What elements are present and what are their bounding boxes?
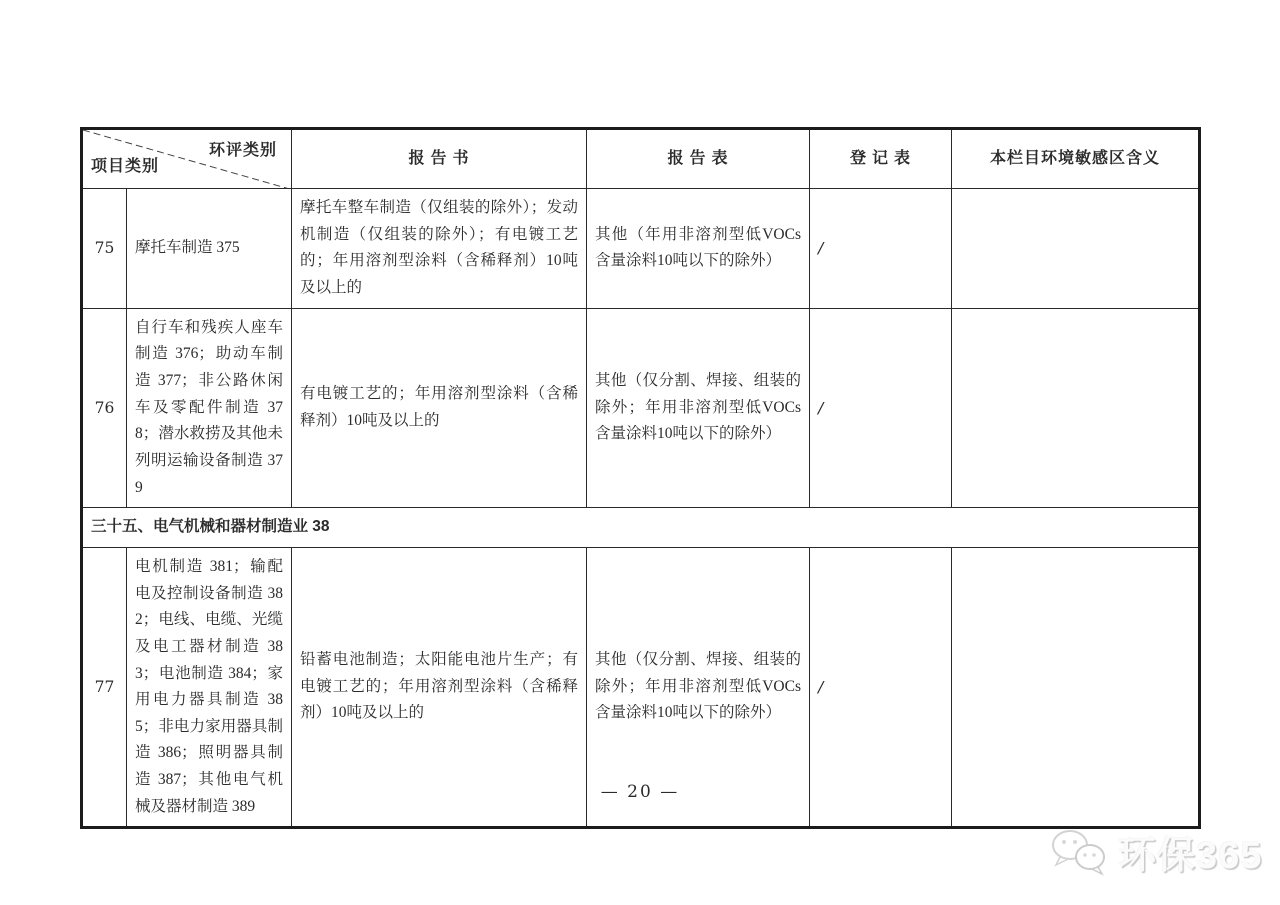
report-book-cell: 铅蓄电池制造；太阳能电池片生产；有电镀工艺的；年用溶剂型涂料（含稀释剂）10吨及以上的	[292, 547, 587, 828]
table-header-row	[82, 129, 1200, 189]
header-report-table: 报 告 表	[587, 129, 810, 189]
wechat-icon	[1048, 827, 1110, 877]
project-category-cell: 摩托车制造 375	[127, 189, 292, 309]
row-number-cell: 77	[82, 547, 127, 828]
report-table-cell: 其他（仅分割、焊接、组装的除外；年用非溶剂型低VOCs含量涂料10吨以下的除外）	[587, 547, 810, 828]
page-number: — 20 —	[600, 782, 680, 802]
eia-category-table	[80, 127, 1201, 829]
report-table-cell: 其他（年用非溶剂型低VOCs含量涂料10吨以下的除外）	[587, 189, 810, 309]
project-category-cell: 电机制造 381；输配电及控制设备制造 382；电线、电缆、光缆及电工器材制造 383；电池制造 384；家用电力器具制造 385；非电力家用器具制造 386；照明器具制造 387；其他电气机械及器材制造 389	[127, 547, 292, 828]
watermark-text: 环保365	[1118, 835, 1263, 877]
header-project-category-label: 项目类别	[91, 158, 160, 176]
section-header-cell: 三十五、电气机械和器材制造业 38	[82, 508, 1200, 548]
row-number-cell: 76	[82, 308, 127, 508]
table-row-75	[82, 189, 1200, 309]
registration-cell: /	[810, 547, 952, 828]
section-header-row	[82, 508, 1200, 548]
sensitive-area-cell	[952, 308, 1200, 508]
header-eia-category-label: 环评类别	[208, 142, 277, 159]
sensitive-area-cell	[952, 189, 1200, 309]
registration-cell: /	[810, 308, 952, 508]
project-category-cell: 自行车和残疾人座车制造 376；助动车制造 377；非公路休闲车及零配件制造 378；潜水救捞及其他未列明运输设备制造 379	[127, 308, 292, 508]
header-registration-table: 登 记 表	[810, 129, 952, 189]
report-book-cell: 摩托车整车制造（仅组装的除外）；发动机制造（仅组装的除外）；有电镀工艺的；年用溶剂型涂料（含稀释剂）10吨及以上的	[292, 189, 587, 309]
table-row-76	[82, 308, 1200, 508]
report-book-cell: 有电镀工艺的；年用溶剂型涂料（含稀释剂）10吨及以上的	[292, 308, 587, 508]
report-table-cell: 其他（仅分割、焊接、组装的除外；年用非溶剂型低VOCs含量涂料10吨以下的除外）	[587, 308, 810, 508]
header-report-book: 报 告 书	[292, 129, 587, 189]
brand-watermark	[1048, 824, 1262, 879]
diagonal-header-cell	[82, 129, 292, 189]
row-number-cell: 75	[82, 189, 127, 309]
registration-cell: /	[810, 189, 952, 309]
header-sensitive-area-meaning: 本栏目环境敏感区含义	[952, 129, 1200, 189]
